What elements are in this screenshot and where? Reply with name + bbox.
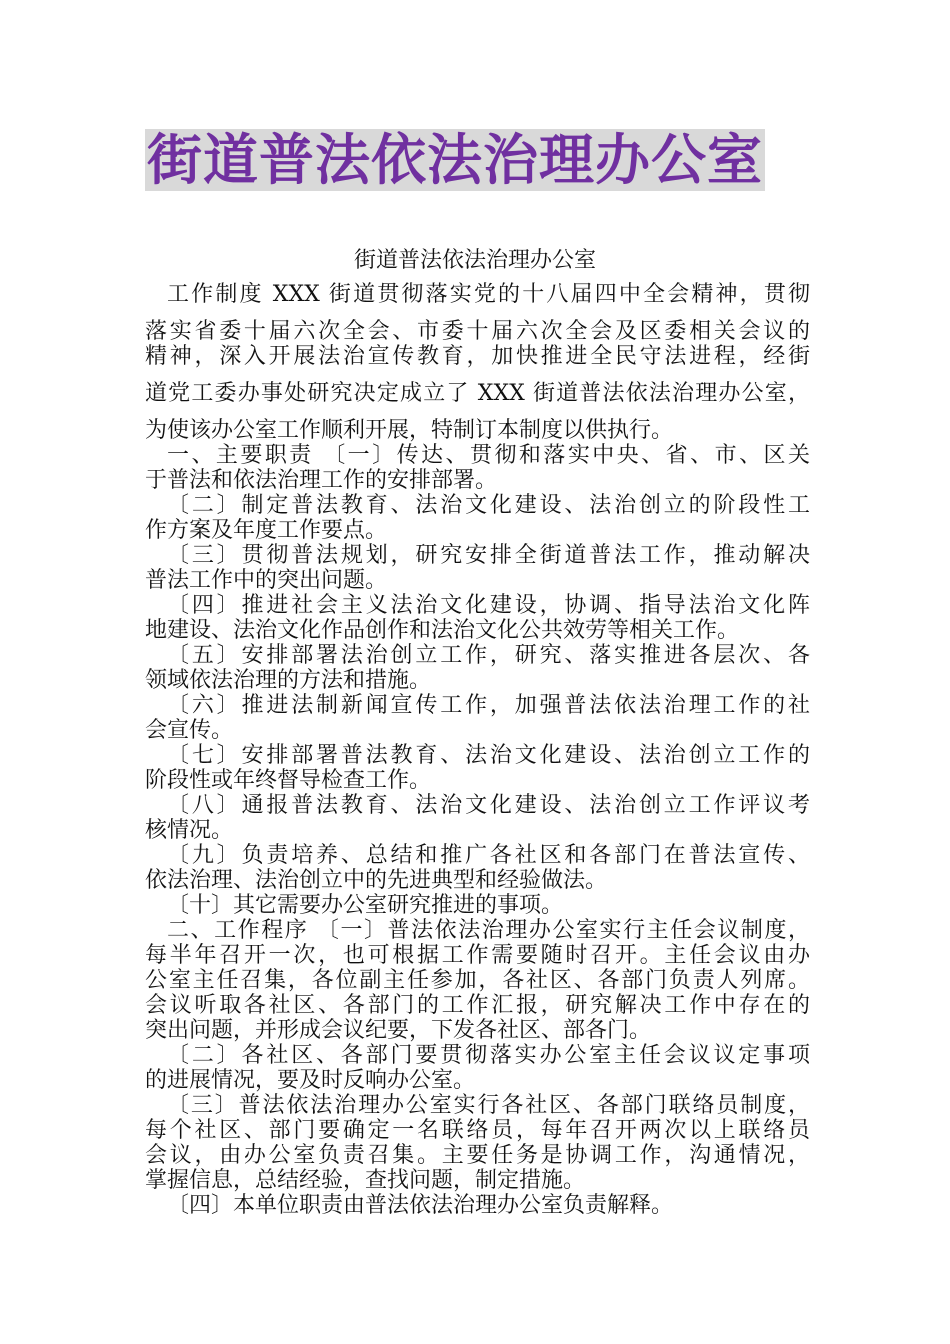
paragraph-line: 〔三〕普法依法治理办公室实行各社区、各部门联络员制度， xyxy=(167,1093,810,1118)
paragraph-line: 〔二〕各社区、各部门要贯彻落实办公室主任会议议定事项 xyxy=(167,1043,810,1068)
paragraph-line: 每半年召开一次，也可根据工作需要随时召开。主任会议由办 xyxy=(145,943,810,968)
paragraph-line: 〔七〕安排部署普法教育、法治文化建设、法治创立工作的 xyxy=(167,743,810,768)
paragraph-line: 地建设、法治文化作品创作和法治文化公共效劳等相关工作。 xyxy=(145,618,740,643)
paragraph-line: 会议，由办公室负责召集。主要任务是协调工作，沟通情况， xyxy=(145,1143,810,1168)
document-subtitle: 街道普法依法治理办公室 xyxy=(353,248,596,273)
document-body xyxy=(145,282,810,1218)
paragraph-line: 〔四〕推进社会主义法治文化建设，协调、指导法治文化阵 xyxy=(167,593,810,618)
paragraph-line: 精神，深入开展法治宣传教育，加快推进全民守法进程，经街 xyxy=(145,344,810,369)
paragraph-line: 阶段性或年终督导检查工作。 xyxy=(145,768,432,793)
paragraph-line: 会宣传。 xyxy=(145,718,234,743)
paragraph-line: 道党工委办事处研究决定成立了 XXX 街道普法依法治理办公室， xyxy=(145,381,810,406)
paragraph-line: 〔二〕制定普法教育、法治文化建设、法治创立的阶段性工 xyxy=(167,493,810,518)
paragraph-line: 〔五〕安排部署法治创立工作，研究、落实推进各层次、各 xyxy=(167,643,810,668)
paragraph-line: 〔八〕通报普法教育、法治文化建设、法治创立工作评议考 xyxy=(167,793,810,818)
paragraph-line: 一、主要职责 〔一〕传达、贯彻和落实中央、省、市、区关 xyxy=(167,443,810,468)
paragraph-line: 突出问题，并形成会议纪要，下发各社区、部各门。 xyxy=(145,1018,652,1043)
paragraph-line: 落实省委十届六次全会、市委十届六次全会及区委相关会议的 xyxy=(145,319,810,344)
paragraph-line: 普法工作中的突出问题。 xyxy=(145,568,388,593)
paragraph-line: 的进展情况，要及时反响办公室。 xyxy=(145,1068,476,1093)
paragraph-line: 每个社区、部门要确定一名联络员，每年召开两次以上联络员 xyxy=(145,1118,810,1143)
paragraph-line: 二、工作程序 〔一〕普法依法治理办公室实行主任会议制度， xyxy=(167,918,810,943)
paragraph-line: 〔九〕负责培养、总结和推广各社区和各部门在普法宣传、 xyxy=(167,843,810,868)
paragraph-line: 为使该办公室工作顺利开展，特制订本制度以供执行。 xyxy=(145,418,674,443)
paragraph-line: 公室主任召集，各位副主任参加，各社区、各部门负责人列席。 xyxy=(145,968,810,993)
document-title: 街道普法依法治理办公室 xyxy=(147,128,764,192)
paragraph-line: 依法治理、法治创立中的先进典型和经验做法。 xyxy=(145,868,608,893)
paragraph-line: 作方案及年度工作要点。 xyxy=(145,518,388,543)
paragraph-line: 掌握信息，总结经验，查找问题，制定措施。 xyxy=(145,1168,586,1193)
paragraph-line: 核情况。 xyxy=(145,818,234,843)
paragraph-line: 领域依法治理的方法和措施。 xyxy=(145,668,432,693)
paragraph-line: 〔十〕其它需要办公室研究推进的事项。 xyxy=(167,893,564,918)
paragraph-line: 〔六〕推进法制新闻宣传工作，加强普法依法治理工作的社 xyxy=(167,693,810,718)
paragraph-line: 工作制度 XXX 街道贯彻落实党的十八届四中全会精神，贯彻 xyxy=(167,282,810,307)
paragraph-line: 〔三〕贯彻普法规划，研究安排全街道普法工作，推动解决 xyxy=(167,543,810,568)
paragraph-line: 会议听取各社区、各部门的工作汇报，研究解决工作中存在的 xyxy=(145,993,810,1018)
paragraph-line: 于普法和依法治理工作的安排部署。 xyxy=(145,468,498,493)
paragraph-line: 〔四〕本单位职责由普法依法治理办公室负责解释。 xyxy=(167,1193,674,1218)
